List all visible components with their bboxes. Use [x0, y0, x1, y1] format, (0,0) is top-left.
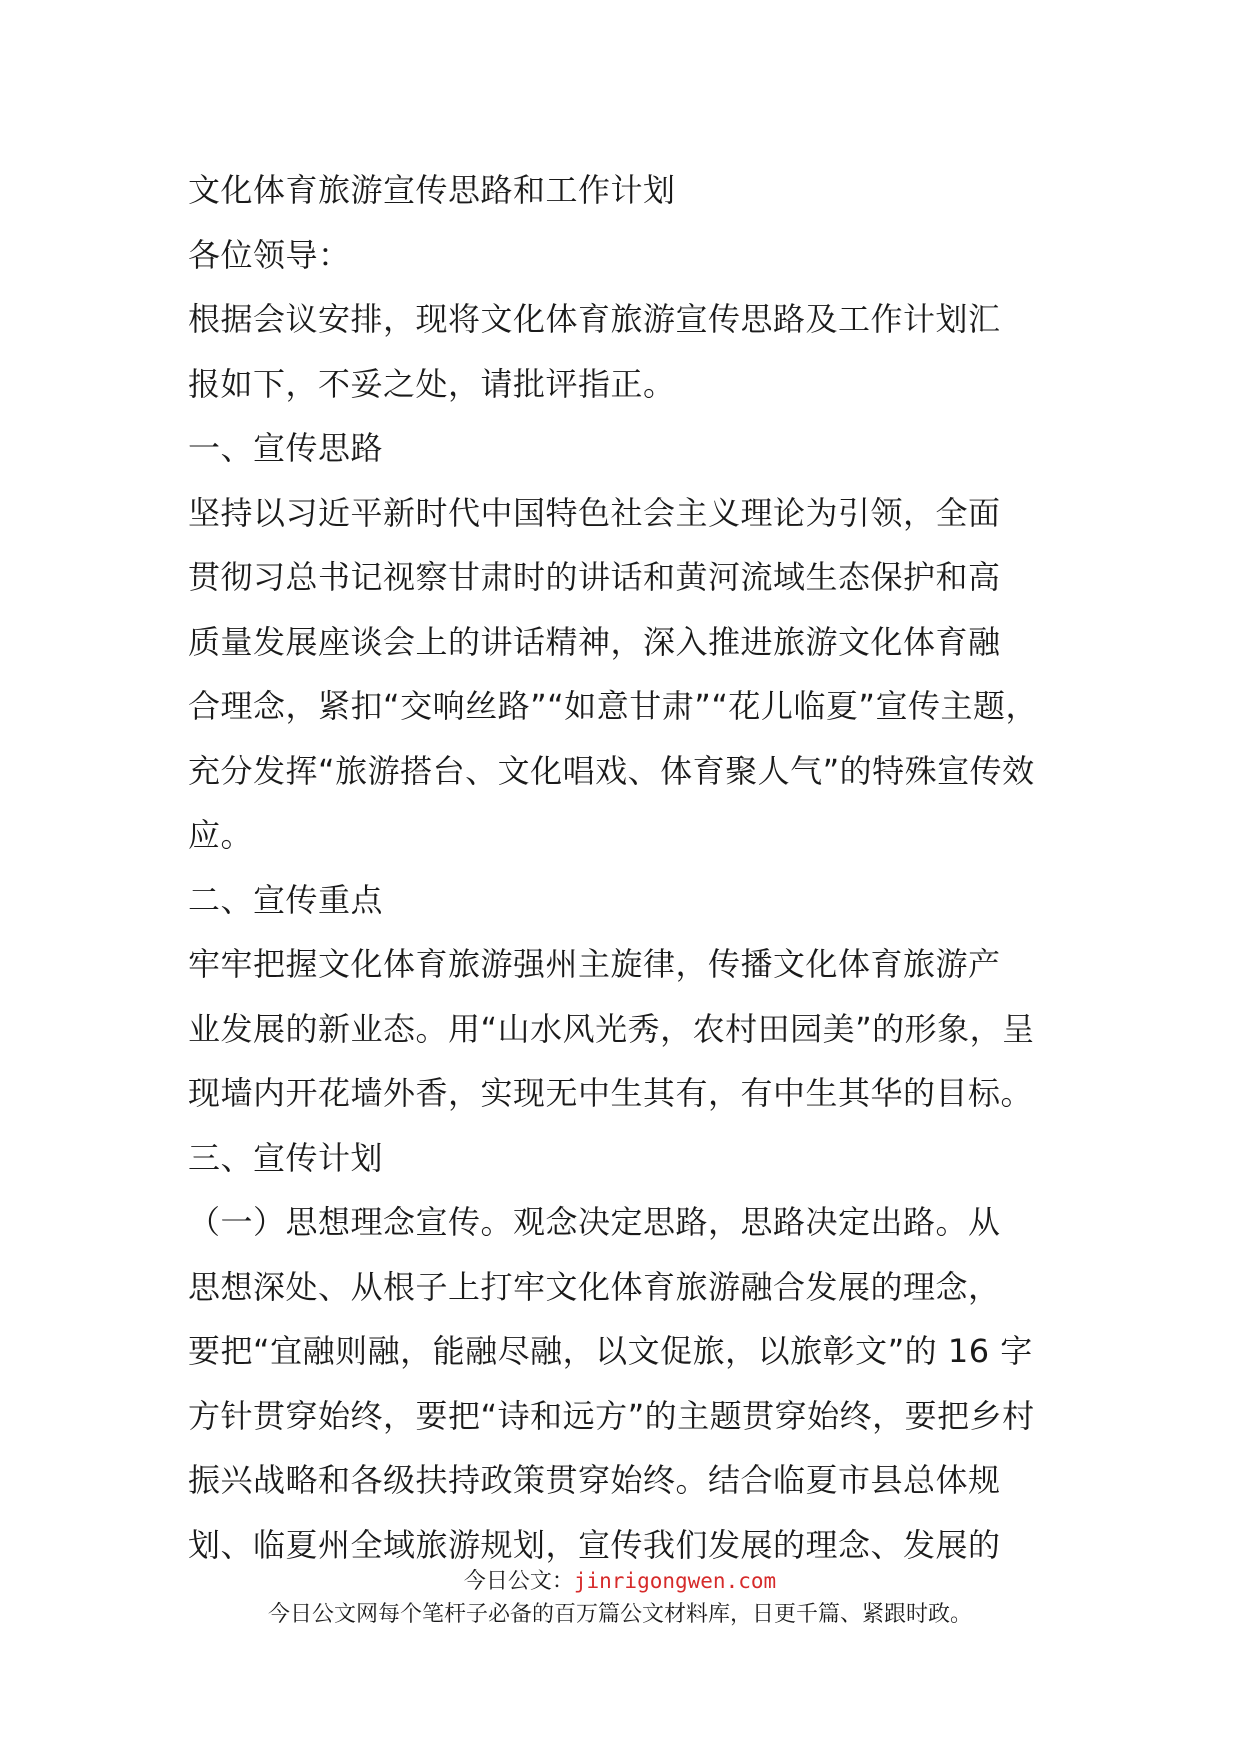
salutation: 各位领导：	[188, 235, 351, 274]
text-line: 振兴战略和各级扶持政策贯穿始终。结合临夏市县总体规	[188, 1461, 1001, 1499]
footer-site-link[interactable]: jinrigongwen.com	[573, 1569, 777, 1593]
text-line: （一）思想理念宣传。观念决定思路，思路决定出路。从	[188, 1203, 1001, 1241]
text-line: 业发展的新业态。用“山水风光秀，农村田园美”的形象，呈	[188, 1009, 1035, 1048]
document-body	[188, 158, 1058, 1577]
text-line: 充分发挥“旅游搭台、文化唱戏、体育聚人气”的特殊宣传效	[188, 751, 1035, 790]
text-line: 坚持以习近平新时代中国特色社会主义理论为引领，全面	[188, 493, 1001, 532]
text-line: 要把“宜融则融，能融尽融，以文促旅，以旅彰文”的 16 字	[188, 1332, 1033, 1370]
document-title: 文化体育旅游宣传思路和工作计划	[188, 171, 676, 209]
text-line: 质量发展座谈会上的讲话精神，深入推进旅游文化体育融	[188, 622, 1001, 661]
text-line: 报如下，不妥之处，请批评指正。	[188, 364, 676, 403]
text-line: 思想深处、从根子上打牢文化体育旅游融合发展的理念，	[188, 1267, 1001, 1306]
footer-site-label: 今日公文：	[463, 1569, 574, 1594]
text-line: 牢牢把握文化体育旅游强州主旋律，传播文化体育旅游产	[188, 945, 1001, 983]
text-line: 方针贯穿始终，要把“诗和远方”的主题贯穿始终，要把乡村	[188, 1396, 1035, 1435]
section-heading: 三、宣传计划	[188, 1138, 384, 1177]
text-line: 根据会议安排，现将文化体育旅游宣传思路及工作计划汇	[188, 300, 1001, 338]
footer-slogan: 今日公文网每个笔杆子必备的百万篇公文材料库，日更千篇、紧跟时政。	[267, 1602, 972, 1627]
text-line: 合理念，紧扣“交响丝路”“如意甘肃”“花儿临夏”宣传主题，	[188, 687, 1038, 725]
text-line: 现墙内开花墙外香，实现无中生其有，有中生其华的目标。	[188, 1074, 1034, 1112]
text-line: 贯彻习总书记视察甘肃时的讲话和黄河流域生态保护和高	[188, 558, 1001, 596]
section-heading: 二、宣传重点	[188, 880, 384, 919]
footer-site	[0, 1566, 1240, 1597]
text-line: 应。	[188, 816, 254, 854]
text-line: 划、临夏州全域旅游规划，宣传我们发展的理念、发展的	[188, 1525, 1001, 1564]
section-heading: 一、宣传思路	[188, 429, 384, 467]
